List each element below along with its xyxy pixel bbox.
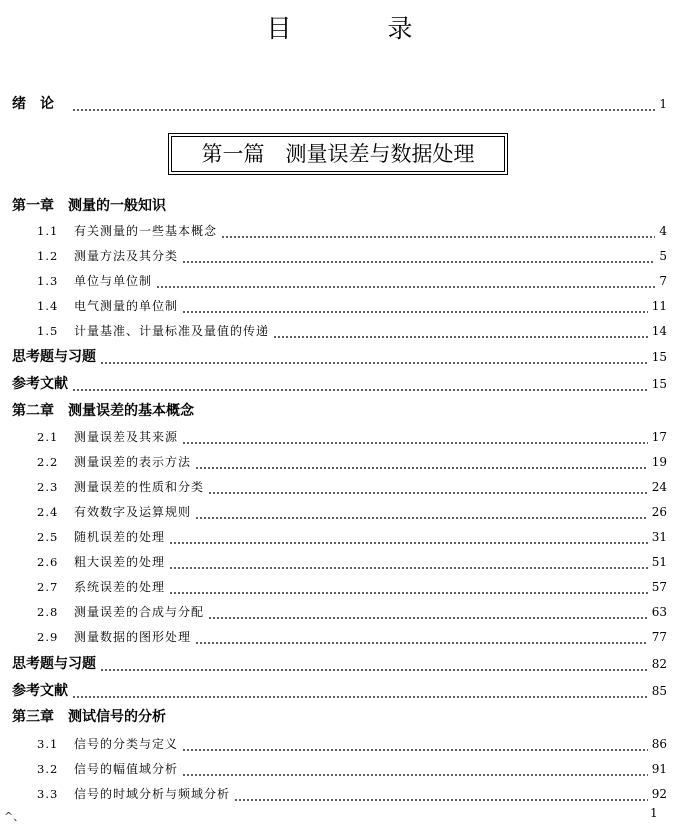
chapter-heading[interactable] xyxy=(12,195,667,215)
section-title: 计量基准、计量标准及量值的传递 xyxy=(74,324,270,338)
section-number: 2.9 xyxy=(37,630,59,644)
section-page: 4 xyxy=(659,224,667,238)
section-page: 92 xyxy=(651,787,667,801)
section-number: 2.3 xyxy=(37,480,59,494)
section-title: 电气测量的单位制 xyxy=(74,299,179,313)
toc-entry-section[interactable] xyxy=(12,476,667,496)
section-title: 系统误差的处理 xyxy=(74,580,166,594)
toc-entry-section[interactable] xyxy=(12,626,667,646)
section-title: 随机误差的处理 xyxy=(74,530,166,544)
toc-entry-intro[interactable] xyxy=(12,93,667,113)
toc-entry-section[interactable] xyxy=(12,551,667,571)
toc-entry-section[interactable] xyxy=(12,758,667,778)
section-page: 17 xyxy=(651,430,667,444)
section-number: 3.3 xyxy=(37,787,59,801)
leader-dots xyxy=(169,528,648,546)
toc-entry-section[interactable] xyxy=(12,320,667,340)
section-number: 1.3 xyxy=(37,274,59,288)
toc-entry-references[interactable] xyxy=(12,373,667,393)
leader-dots xyxy=(100,348,648,366)
section-title: 测量误差的表示方法 xyxy=(74,455,192,469)
chapter-number: 第二章 xyxy=(12,403,54,419)
toc-entry-references[interactable] xyxy=(12,680,667,700)
section-title: 测量误差的合成与分配 xyxy=(74,605,205,619)
leader-dots xyxy=(182,297,648,315)
section-title: 单位与单位制 xyxy=(74,274,153,288)
section-number: 2.7 xyxy=(37,580,59,594)
corner-mark: ^、 xyxy=(4,810,25,823)
section-number: 3.1 xyxy=(37,737,59,751)
section-page: 91 xyxy=(651,762,667,776)
chapter-number: 第一章 xyxy=(12,198,54,214)
section-page: 24 xyxy=(651,480,667,494)
section-page: 77 xyxy=(651,630,667,644)
toc-entry-section[interactable] xyxy=(12,426,667,446)
toc-entry-title: 参考文献 xyxy=(12,683,68,699)
section-number: 2.5 xyxy=(37,530,59,544)
section-title: 有效数字及运算规则 xyxy=(74,505,192,519)
section-page: 26 xyxy=(651,505,667,519)
section-page: 14 xyxy=(651,324,667,338)
section-number: 2.4 xyxy=(37,505,59,519)
leader-dots xyxy=(208,603,648,621)
section-title: 信号的分类与定义 xyxy=(74,737,179,751)
toc-entry-section[interactable] xyxy=(12,245,667,265)
toc-entry-section[interactable] xyxy=(12,783,667,803)
section-title: 测量数据的图形处理 xyxy=(74,630,192,644)
section-number: 1.4 xyxy=(37,299,59,313)
toc-entry-page: 15 xyxy=(651,350,667,364)
leader-dots xyxy=(72,375,648,393)
leader-dots xyxy=(72,682,648,700)
toc-entry-title: 参考文献 xyxy=(12,376,68,392)
section-title: 有关测量的一些基本概念 xyxy=(74,224,218,238)
leader-dots xyxy=(195,503,648,521)
section-title: 测量方法及其分类 xyxy=(74,249,179,263)
section-page: 51 xyxy=(651,555,667,569)
leader-dots xyxy=(221,222,655,240)
section-page: 7 xyxy=(659,274,667,288)
leader-dots xyxy=(273,322,648,340)
leader-dots xyxy=(195,628,648,646)
leader-dots xyxy=(182,428,648,446)
leader-dots xyxy=(169,553,648,571)
part-heading: 第一篇 测量误差与数据处理 xyxy=(171,136,505,172)
section-page: 31 xyxy=(651,530,667,544)
section-title: 粗大误差的处理 xyxy=(74,555,166,569)
section-title: 信号的时域分析与频域分析 xyxy=(74,787,231,801)
toc-entry-page: 85 xyxy=(651,684,667,698)
section-page: 57 xyxy=(651,580,667,594)
section-page: 5 xyxy=(659,249,667,263)
chapter-title: 测量的一般知识 xyxy=(68,198,166,214)
chapter-title: 测量误差的基本概念 xyxy=(68,403,194,419)
section-page: 86 xyxy=(651,737,667,751)
section-number: 1.1 xyxy=(37,224,59,238)
toc-entry-section[interactable] xyxy=(12,220,667,240)
toc-entry-section[interactable] xyxy=(12,295,667,315)
toc-entry-section[interactable] xyxy=(12,270,667,290)
page-number: 1 xyxy=(650,806,658,820)
section-title: 测量误差及其来源 xyxy=(74,430,179,444)
leader-dots xyxy=(234,785,648,803)
section-page: 19 xyxy=(651,455,667,469)
section-number: 2.6 xyxy=(37,555,59,569)
section-number: 3.2 xyxy=(37,762,59,776)
section-title: 测量误差的性质和分类 xyxy=(74,480,205,494)
toc-entry-section[interactable] xyxy=(12,526,667,546)
leader-dots xyxy=(195,453,648,471)
chapter-number: 第三章 xyxy=(12,709,54,725)
toc-entry-title: 思考题与习题 xyxy=(12,656,96,672)
leader-dots xyxy=(182,760,648,778)
section-title: 信号的幅值域分析 xyxy=(74,762,179,776)
toc-entry-title: 思考题与习题 xyxy=(12,349,96,365)
leader-dots xyxy=(100,655,648,673)
page-title: 目 录 xyxy=(266,14,457,43)
section-page: 63 xyxy=(651,605,667,619)
section-page: 11 xyxy=(651,299,667,313)
toc-entry-title: 绪论 xyxy=(12,96,68,112)
toc-entry-exercises[interactable] xyxy=(12,653,667,673)
toc-entry-page: 1 xyxy=(659,97,667,111)
section-number: 2.1 xyxy=(37,430,59,444)
leader-dots xyxy=(208,478,648,496)
toc-entry-page: 15 xyxy=(651,377,667,391)
leader-dots xyxy=(169,578,648,596)
leader-dots xyxy=(72,95,655,113)
toc-entry-section[interactable] xyxy=(12,451,667,471)
toc-entry-page: 82 xyxy=(651,657,667,671)
leader-dots xyxy=(182,735,648,753)
section-number: 2.2 xyxy=(37,455,59,469)
leader-dots xyxy=(156,272,655,290)
chapter-heading[interactable] xyxy=(12,400,667,420)
section-number: 2.8 xyxy=(37,605,59,619)
chapter-title: 测试信号的分析 xyxy=(68,709,166,725)
toc-entry-section[interactable] xyxy=(12,733,667,753)
toc-entry-exercises[interactable] xyxy=(12,346,667,366)
toc-entry-section[interactable] xyxy=(12,576,667,596)
toc-entry-section[interactable] xyxy=(12,601,667,621)
section-number: 1.2 xyxy=(37,249,59,263)
chapter-heading[interactable] xyxy=(12,706,667,726)
section-number: 1.5 xyxy=(37,324,59,338)
toc-entry-section[interactable] xyxy=(12,501,667,521)
leader-dots xyxy=(182,247,655,265)
